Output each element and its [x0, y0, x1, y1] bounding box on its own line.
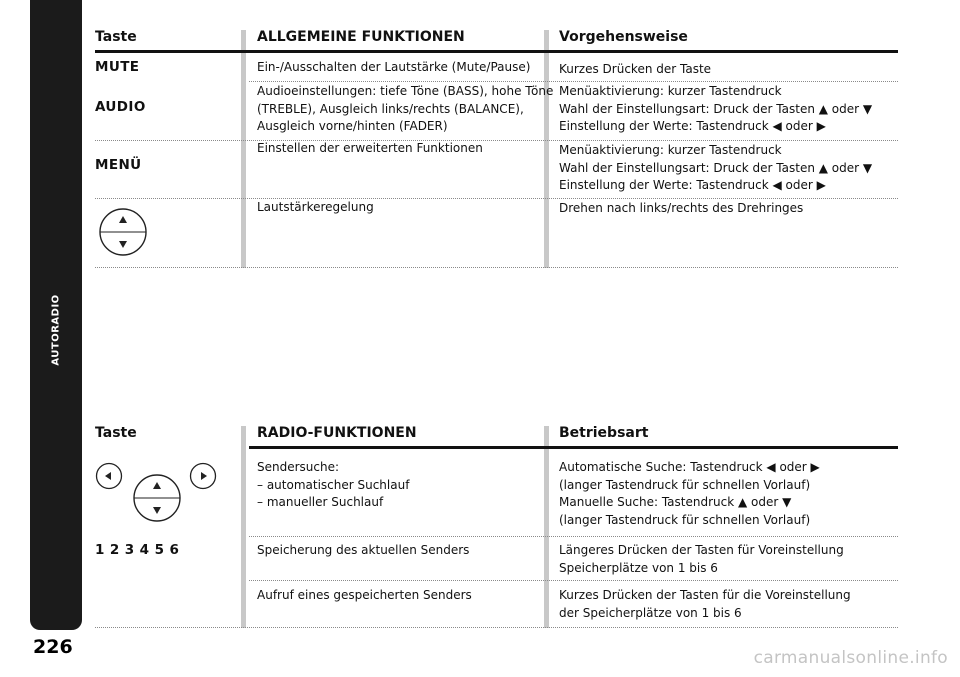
section-label: AUTORADIO [50, 294, 62, 366]
column-header-procedure: Vorgehensweise [559, 29, 688, 45]
right-arrow-button-icon [189, 462, 217, 490]
column-header-function: ALLGEMEINE FUNKTIONEN [257, 29, 465, 45]
column-header-key: Taste [95, 425, 137, 441]
column-header-key: Taste [95, 29, 137, 45]
text-line: Kurzes Drücken der Taste [559, 62, 712, 76]
menu-procedure [559, 142, 872, 195]
column-divider [241, 30, 246, 268]
row-divider [95, 140, 898, 141]
text-line: Manuelle Suche: Tastendruck ▲ oder ▼ [559, 495, 792, 509]
column-header-procedure: Betriebsart [559, 425, 649, 441]
text-line: Audioeinstellungen: tiefe Töne (BASS), hohe Töne [257, 84, 554, 98]
audio-procedure [559, 83, 872, 136]
volume-function [257, 199, 374, 217]
text-line: Aufruf eines gespeicherten Senders [257, 588, 472, 602]
search-function [257, 459, 409, 512]
text-line: Wahl der Einstellungsart: Druck der Tasten ▲ oder ▼ [559, 160, 873, 175]
row-divider [249, 536, 898, 537]
header-rule [95, 50, 898, 53]
text-line: Kurzes Drücken der Tasten für die Voreinstellung [559, 588, 851, 602]
store-function [257, 542, 469, 560]
column-divider [544, 426, 549, 628]
text-line: Speicherung des aktuellen Senders [257, 543, 470, 557]
key-audio: AUDIO [95, 99, 146, 115]
store-procedure [559, 542, 844, 577]
header-rule [249, 446, 898, 449]
text-line: Ausgleich vorne/hinten (FADER) [257, 119, 448, 133]
radio-functions-table [95, 422, 898, 630]
audio-function [257, 83, 553, 136]
text-line: Einstellung der Werte: Tastendruck ◀ oder ▶ [559, 178, 826, 192]
page-number: 226 [33, 636, 73, 658]
text-line: Sendersuche: [257, 460, 340, 474]
recall-function [257, 587, 472, 605]
text-line: Drehen nach links/rechts des Drehringes [559, 201, 804, 215]
volume-knob-icon [97, 206, 149, 258]
column-header-function: RADIO-FUNKTIONEN [257, 425, 417, 441]
row-divider [95, 627, 898, 628]
text-line: (langer Tastendruck für schnellen Vorlauf) [559, 512, 811, 527]
text-line: – automatischer Suchlauf [257, 477, 410, 492]
text-line: Einstellung der Werte: Tastendruck ◀ oder ▶ [559, 119, 826, 133]
key-mute: MUTE [95, 59, 140, 75]
text-line: Wahl der Einstellungsart: Druck der Tasten ▲ oder ▼ [559, 101, 873, 116]
row-divider [249, 81, 898, 82]
text-line: Lautstärkeregelung [257, 200, 374, 214]
mute-procedure [559, 61, 711, 79]
recall-procedure [559, 587, 851, 622]
text-line: Einstellen der erweiterten Funktionen [257, 141, 483, 155]
text-line: Automatische Suche: Tastendruck ◀ oder ▶ [559, 460, 820, 474]
mute-function [257, 59, 530, 77]
footer-url: carmanualsonline.info [753, 648, 948, 668]
row-divider [95, 267, 898, 268]
column-divider [544, 30, 549, 268]
left-arrow-button-icon [95, 462, 123, 490]
row-divider [249, 580, 898, 581]
column-divider [241, 426, 246, 628]
key-menu: MENÜ [95, 157, 142, 173]
search-procedure [559, 459, 820, 529]
text-line: – manueller Suchlauf [257, 495, 384, 509]
text-line: (langer Tastendruck für schnellen Vorlauf) [559, 477, 811, 492]
key-preset-buttons: 1 2 3 4 5 6 [95, 542, 180, 558]
menu-function [257, 140, 483, 158]
text-line: Speicherplätze von 1 bis 6 [559, 560, 718, 575]
text-line: (TREBLE), Ausgleich links/rechts (BALANCE), [257, 101, 524, 116]
row-divider [95, 198, 898, 199]
text-line: der Speicherplätze von 1 bis 6 [559, 605, 742, 620]
text-line: Längeres Drücken der Tasten für Voreinstellung [559, 543, 844, 557]
up-down-knob-icon [131, 472, 183, 524]
text-line: Menüaktivierung: kurzer Tastendruck [559, 143, 782, 157]
volume-procedure [559, 200, 803, 218]
text-line: Menüaktivierung: kurzer Tastendruck [559, 84, 782, 98]
general-functions-table [95, 26, 898, 270]
text-line: Ein-/Ausschalten der Lautstärke (Mute/Pause) [257, 60, 531, 74]
